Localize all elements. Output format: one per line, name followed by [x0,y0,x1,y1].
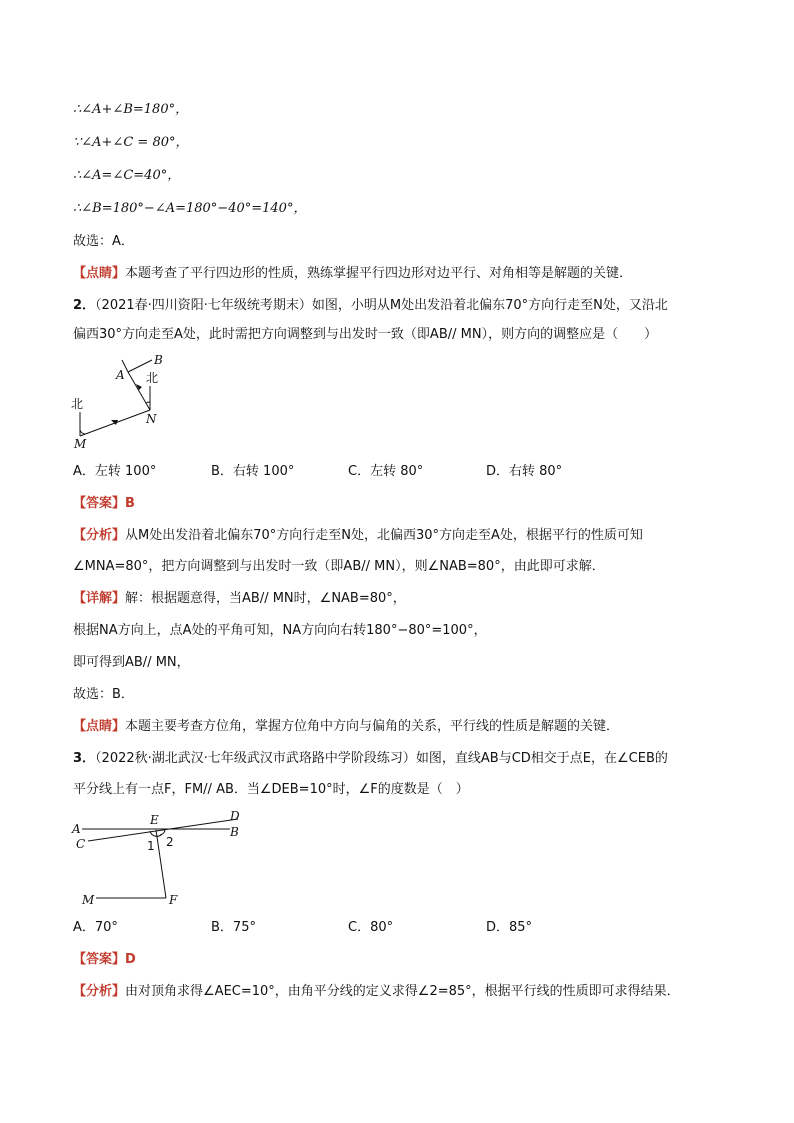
q3-number: 3． [73,751,96,766]
q3-option-a: A．70° [73,920,118,935]
q3-source: （2022秋·湖北武汉·七年级武汉市武珞路中学阶段练习） [95,751,416,766]
q3-option-b: B．75° [211,920,256,935]
q2-label-b: B [154,353,163,367]
q3-label-angle-2: 2 [166,835,174,849]
q2-comment-tag: 【点睛】 [73,719,126,734]
q2-stem-1: 如图，小明从M处出发沿着北偏东70°方向行走至N处，又沿北 [311,298,668,313]
q2-option-d: D．右转 80° [486,464,563,479]
q3-label-angle-1: 1 [147,839,155,853]
q3-label-b: B [230,825,239,839]
q2-stem-2: 偏西30°方向走至A处，此时需把方向调整到与出发时一致（即AB// MN），则方向的调整应是（ ） [73,327,658,342]
q2-source: （2021春·四川资阳·七年级统考期末） [95,298,312,313]
q2-analysis-tag: 【分析】 [73,528,126,543]
solution-line-4: ∴∠B=180°−∠A=180°−40°=140°， [73,201,307,216]
q2-label-north-m: 北 [71,397,84,411]
q2-number: 2． [73,298,96,313]
q3-label-c: C [76,837,86,851]
q3-stem-2: 平分线上有一点F，FM// AB．当∠DEB=10°时，∠F的度数是（ ） [73,782,469,797]
q3-answer: D [125,952,136,967]
q2-angle-arc-m [80,430,85,434]
q3-segment-ef [156,830,166,898]
q2-label-a: A [116,368,125,382]
q3-label-e: E [150,813,159,827]
comment-line [73,265,632,283]
q3-analysis-line-1 [73,983,680,1001]
solution-line-1: ∴∠A+∠B=180°， [73,102,189,117]
q2-label-n: N [146,412,157,426]
q2-label-m: M [74,437,87,450]
q2-comment-line [73,718,619,736]
q3-option-c: C．80° [348,920,394,935]
q2-answer-tag: 【答案】 [73,496,126,511]
solution-line-3: ∴∠A=∠C=40°， [73,168,181,183]
q2-detail-tag: 【详解】 [73,591,126,606]
q3-stem-1: 如图，直线AB与CD相交于点E，在∠CEB的 [415,751,668,766]
q2-stem-line-1 [73,297,668,315]
q3-label-d: D [230,809,240,823]
q3-analysis-tag: 【分析】 [73,984,126,999]
q2-detail-1: 解：根据题意得，当AB// MN时，∠NAB=80°， [125,591,406,606]
q2-figure [70,352,180,450]
q2-answer-line [73,495,135,513]
q2-analysis-line-1 [73,527,643,545]
q3-label-f: F [169,893,178,907]
q3-label-a: A [72,822,81,836]
q2-detail-2: 根据NA方向上，点A处的平角可知，NA方向向右转180°−80°=100°， [73,623,487,638]
q2-option-c: C．左转 80° [348,464,424,479]
q2-analysis-1: 从M处出发沿着北偏东70°方向行走至N处，北偏西30°方向走至A处，根据平行的性质可知 [125,528,643,543]
solution-line-2: ∵∠A+∠C = 80°， [73,135,189,150]
q2-option-a: A．左转 100° [73,464,157,479]
q3-stem-line-1 [73,750,668,768]
q3-analysis-1: 由对顶角求得∠AEC=10°，由角平分线的定义求得∠2=85°，根据平行线的性质即可求得结果． [125,984,680,999]
q3-line-cd [88,819,238,841]
q3-answer-tag: 【答案】 [73,952,126,967]
q2-analysis-2: ∠MNA=80°，把方向调整到与出发时一致（即AB// MN），则∠NAB=80°，由此即可求解． [73,559,605,574]
q2-comment: 本题主要考查方位角，掌握方位角中方向与偏角的关系，平行线的性质是解题的关键． [125,719,620,734]
q3-label-m: M [82,893,95,907]
q2-detail-3: 即可得到AB// MN， [73,655,190,670]
q3-option-d: D．85° [486,920,533,935]
q2-choice: 故选：B． [73,687,134,702]
solution-choice: 故选：A． [73,234,134,249]
q2-answer: B [125,496,135,511]
comment-text: 本题考查了平行四边形的性质，熟练掌握平行四边形对边平行、对角相等是解题的关键． [125,266,633,281]
q2-detail-line-1 [73,590,406,608]
q2-option-b: B．右转 100° [211,464,295,479]
q2-angle-arc-n [146,402,150,403]
q3-answer-line [73,951,136,969]
q2-label-north-n: 北 [146,371,159,385]
q3-figure [70,808,250,910]
comment-tag: 【点睛】 [73,266,126,281]
